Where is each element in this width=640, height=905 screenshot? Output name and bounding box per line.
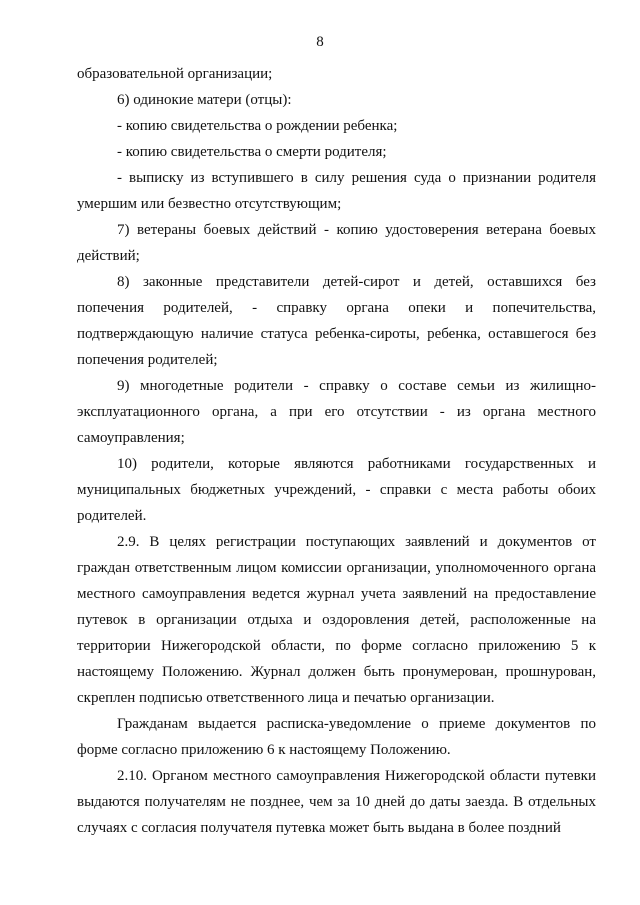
page-number: 8 [316, 34, 324, 50]
paragraph-birth-certificate: - копию свидетельства о рождении ребенка; [117, 118, 398, 134]
paragraph-item-10: 10) родители, которые являются работниками государственных и муниципальных бюджетных учреждений, - справки с места работы обоих родителей. [77, 456, 596, 524]
paragraph-item-9: 9) многодетные родители - справку о составе семьи из жилищно-эксплуатационного органа, а при его отсутствии - из органа местного самоуправления; [77, 378, 596, 446]
paragraph-section-2-9: 2.9. В целях регистрации поступающих заявлений и документов от граждан ответственным лицом комиссии организации, уполномоченного органа местного самоуправления ведется журнал учета заявлений на предоставление путевок в организации отдыха и оздоровления детей, расположенные на территории Нижегородской области, по форме согласно приложению 5 к настоящему Положению. Журнал должен быть пронумерован, прошнурован, скреплен подписью ответственного лица и печатью организации. [77, 534, 596, 706]
document-body [77, 61, 596, 841]
paragraph-receipt-notice: Гражданам выдается расписка-уведомление о приеме документов по форме согласно приложению 6 к настоящему Положению. [77, 716, 596, 758]
paragraph-item-7: 7) ветераны боевых действий - копию удостоверения ветерана боевых действий; [77, 222, 596, 264]
paragraph-death-certificate: - копию свидетельства о смерти родителя; [117, 144, 387, 160]
paragraph-section-2-10: 2.10. Органом местного самоуправления Нижегородской области путевки выдаются получателям не позднее, чем за 10 дней до даты заезда. В отдельных случаях с согласия получателя путевка может быть выдана в более поздний [77, 768, 596, 836]
paragraph-court-extract: - выписку из вступившего в силу решения суда о признании родителя умершим или безвестно отсутствующим; [77, 170, 596, 212]
paragraph-continuation: образовательной организации; [77, 66, 273, 82]
paragraph-item-6: 6) одинокие матери (отцы): [117, 92, 292, 108]
paragraph-item-8: 8) законные представители детей-сирот и детей, оставшихся без попечения родителей, - справку органа опеки и попечительства, подтверждающую наличие статуса ребенка-сироты, ребенка, оставшегося без попечения родителей; [77, 274, 596, 368]
